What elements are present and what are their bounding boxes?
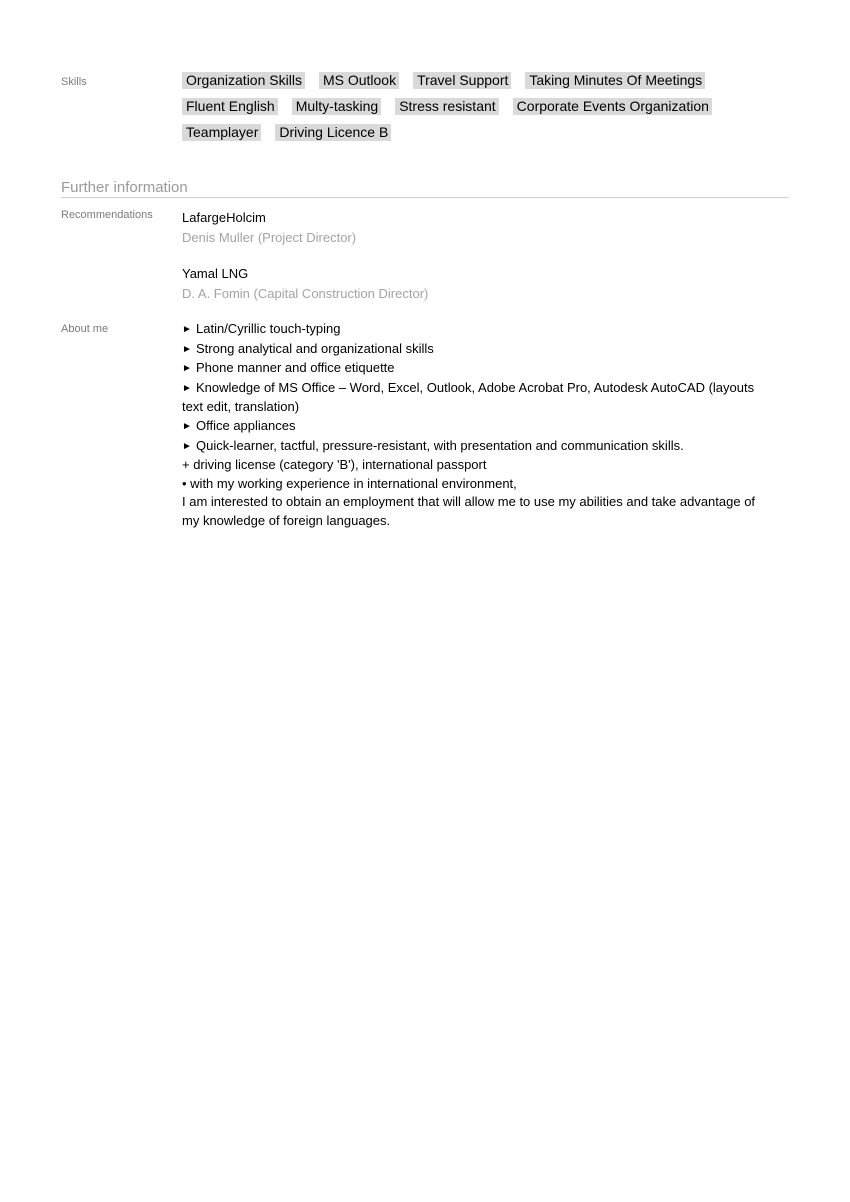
- about-me-line-text: Strong analytical and organizational skills: [196, 340, 434, 356]
- about-me-line: [182, 320, 772, 340]
- recommendation-item: [182, 209, 356, 247]
- skill-tag: Driving Licence B: [275, 124, 391, 141]
- skill-tag: Travel Support: [413, 72, 511, 89]
- skill-tag: Fluent English: [182, 98, 278, 115]
- about-me-line: [182, 417, 772, 437]
- about-me-line-text: • with my working experience in international environment,: [182, 475, 517, 491]
- skills-row: [182, 124, 782, 150]
- skills-tag-list: [182, 72, 782, 150]
- about-me-line-text: Quick-learner, tactful, pressure-resistant, with presentation and communication skills.: [196, 437, 684, 453]
- about-me-line: [182, 437, 772, 457]
- recommendation-person: Denis Muller (Project Director): [182, 230, 357, 245]
- skills-row: [182, 98, 782, 124]
- about-me-line-text: Phone manner and office etiquette: [196, 360, 395, 376]
- about-me-line-text: Knowledge of MS Office – Word, Excel, Outlook, Adobe Acrobat Pro, Autodesk AutoCAD (layouts text edit, translation): [182, 379, 755, 415]
- about-me-line: [182, 359, 772, 379]
- about-me-line: [182, 340, 772, 360]
- section-title-further-information: Further information: [61, 179, 188, 196]
- skill-tag: MS Outlook: [319, 72, 399, 89]
- recommendation-company: LafargeHolcim: [182, 210, 266, 225]
- about-me-line-text: Latin/Cyrillic touch-typing: [196, 321, 341, 336]
- triangle-bullet-icon: ►: [182, 363, 192, 375]
- about-me-line: [182, 456, 772, 475]
- skill-tag: Teamplayer: [182, 124, 261, 141]
- recommendation-company: Yamal LNG: [182, 266, 249, 281]
- skill-tag: Organization Skills: [182, 72, 305, 89]
- triangle-bullet-icon: ►: [182, 343, 192, 355]
- recommendations-label: Recommendations: [61, 209, 153, 221]
- triangle-bullet-icon: ►: [182, 324, 192, 335]
- triangle-bullet-icon: ►: [182, 382, 192, 394]
- triangle-bullet-icon: ►: [182, 420, 192, 432]
- section-divider: [61, 197, 789, 198]
- skills-row: [182, 72, 782, 98]
- about-me-line-text: Office appliances: [196, 417, 296, 433]
- skill-tag: Multy-tasking: [292, 98, 381, 115]
- about-me-label: About me: [61, 323, 109, 335]
- skills-label: Skills: [61, 76, 87, 88]
- about-me-line: [182, 379, 772, 417]
- recommendation-person: D. A. Fomin (Capital Construction Director): [182, 286, 429, 301]
- recommendation-item: [182, 265, 428, 303]
- skill-tag: Taking Minutes Of Meetings: [525, 72, 705, 89]
- about-me-line: [182, 493, 772, 530]
- about-me-line: [182, 475, 772, 494]
- triangle-bullet-icon: ►: [182, 440, 192, 452]
- about-me-line-text: + driving license (category 'B'), international passport: [182, 457, 487, 473]
- skill-tag: Stress resistant: [395, 98, 498, 115]
- about-me-text: [182, 320, 772, 531]
- skill-tag: Corporate Events Organization: [513, 98, 712, 115]
- about-me-line-text: I am interested to obtain an employment that will allow me to use my abilities and take advantage of my knowledge of foreign languages.: [182, 494, 756, 528]
